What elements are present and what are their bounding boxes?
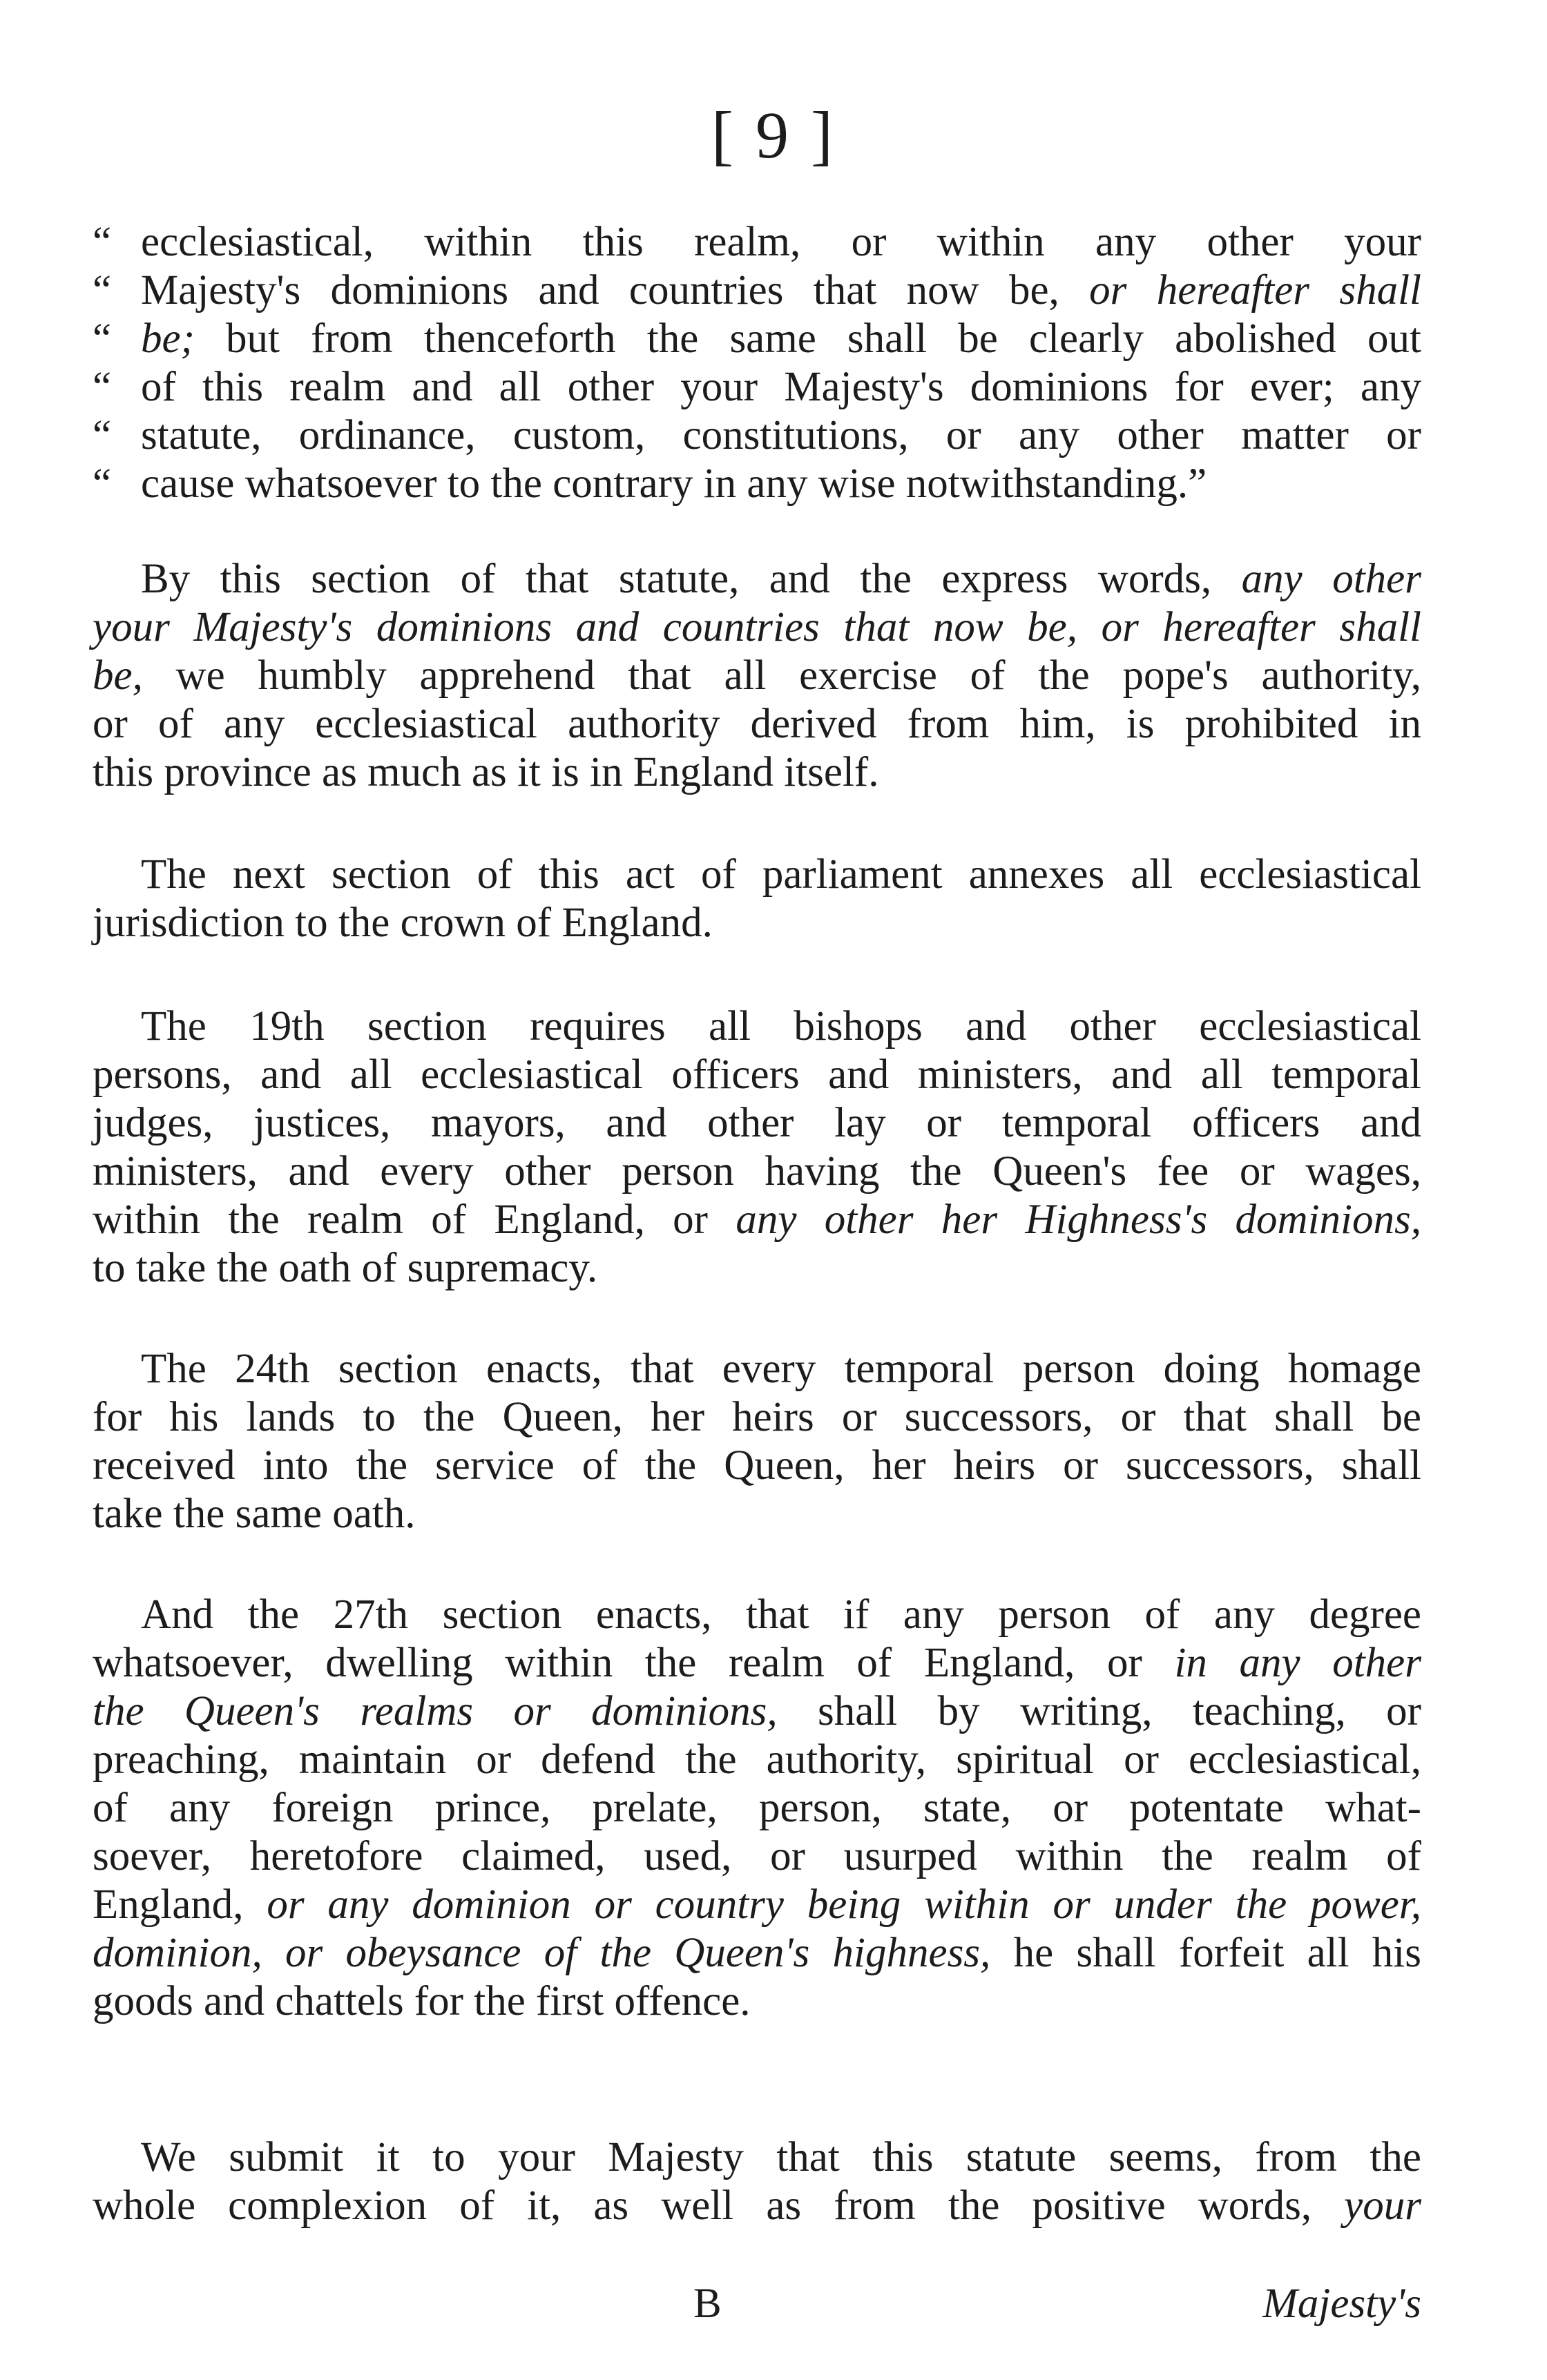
text-run: ecclesiastical, within this realm, or within any other your [141,219,1421,265]
text-run: Majesty's dominions and countries that now be, [141,267,1090,313]
text-line [93,899,1421,947]
text-run: ministers, and every other person having the Queen's fee or wages, [93,1148,1421,1194]
italic-text: in any other [1174,1640,1421,1686]
text-line [93,1832,1421,1881]
paragraph-section-scope [93,555,1421,797]
text-run: And the 27th section enacts, that if any person of any degree [141,1591,1421,1638]
text-line [93,700,1421,748]
text-line [93,1393,1421,1442]
signature-mark: B [693,2281,722,2327]
text-line [93,1687,1421,1736]
text-run: for his lands to the Queen, her heirs or successors, or that shall be [93,1394,1421,1440]
text-run: within the realm of England, or [93,1197,736,1243]
quote-line [93,218,1421,267]
paragraph-27th-section [93,1591,1421,2026]
text-line [93,2134,1421,2182]
text-line [93,851,1421,899]
text-run: to take the oath of supremacy. [93,1245,598,1291]
text-line [93,1639,1421,1687]
quotation-block [93,218,1421,508]
text-run: whatsoever, dwelling within the realm of England, or [93,1640,1175,1686]
italic-text: be, [93,652,143,699]
text-run: or of any ecclesiastical authority derived from him, is prohibited in [93,701,1421,747]
quote-text [141,267,1421,315]
quote-mark: “ [93,316,112,362]
quote-line [93,460,1421,508]
text-line [93,603,1421,652]
text-run: The 19th section requires all bishops and other ecclesiastical [141,1003,1421,1049]
text-run: The next section of this act of parliament annexes all ecclesiastical [141,851,1421,898]
text-run: cause whatsoever to the contrary in any wise notwithstanding.” [141,461,1207,507]
text-run: By this section of that statute, and the express words, [141,556,1242,602]
text-line [93,1051,1421,1099]
text-run: persons, and all ecclesiastical officers and ministers, and all temporal [93,1052,1421,1098]
text-line [93,1591,1421,1639]
text-line [93,555,1421,603]
quote-text [141,363,1421,412]
text-line [93,1736,1421,1784]
text-line [93,1196,1421,1244]
quote-text [141,315,1421,363]
text-run: goods and chattels for the first offence. [93,1978,751,2024]
quote-mark: “ [93,219,112,265]
italic-text: any other her Highness's dominions, [736,1197,1421,1243]
page-footer [93,2280,1421,2328]
text-run: We submit it to your Majesty that this statute seems, from the [141,2134,1421,2180]
text-run: received into the service of the Queen, her heirs or successors, shall [93,1442,1421,1489]
text-line [93,2182,1421,2230]
italic-text: or any dominion or country being within or under the power, [267,1881,1421,1928]
paragraph-submission [93,2134,1421,2230]
text-run: this province as much as it is in England itself. [93,749,879,795]
text-line [93,1929,1421,1977]
paragraph-jurisdiction [93,851,1421,947]
text-line [93,1490,1421,1538]
text-line [93,1148,1421,1196]
text-run: but from thenceforth the same shall be clearly abolished out [194,316,1421,362]
text-run: soever, heretofore claimed, used, or usurped within the realm of [93,1833,1421,1879]
italic-text: dominion, or obeysance of the Queen's highness, [93,1930,991,1976]
text-line [93,1977,1421,2026]
text-line [93,1099,1421,1148]
italic-text: be; [141,316,195,362]
italic-text: any other [1241,556,1421,602]
italic-text: or hereafter shall [1089,267,1421,313]
paragraph-24th-section [93,1345,1421,1538]
quote-line [93,412,1421,460]
text-line [93,1442,1421,1490]
italic-text: the Queen's realms or dominions, [93,1688,778,1734]
quote-mark: “ [93,412,112,458]
quote-text [141,218,1421,267]
text-run: statute, ordinance, custom, constitutions, or any other matter or [141,412,1421,458]
text-run: he shall forfeit all his [990,1930,1421,1976]
text-line [93,1244,1421,1293]
text-run: take the same oath. [93,1491,416,1537]
quote-mark: “ [93,461,112,507]
text-run: whole complexion of it, as well as from the positive words, [93,2183,1345,2229]
quote-text [141,412,1421,460]
text-run: shall by writing, teaching, or [777,1688,1421,1734]
text-line [93,1881,1421,1929]
paragraph-19th-section [93,1003,1421,1293]
text-run: judges, justices, mayors, and other lay or temporal officers and [93,1100,1421,1146]
text-run: of this realm and all other your Majesty's dominions for ever; any [141,364,1421,410]
quote-line [93,267,1421,315]
text-run: England, [93,1881,267,1928]
catchword: Majesty's [1262,2281,1421,2327]
quote-line [93,315,1421,363]
text-line [93,1345,1421,1393]
quote-text [141,460,1421,508]
text-line [93,652,1421,700]
text-line [93,1003,1421,1051]
quote-mark: “ [93,364,112,410]
italic-text: your Majesty's dominions and countries that now be, or hereafter shall [93,604,1421,650]
text-line [93,748,1421,797]
page-number: [ 9 ] [711,98,836,172]
text-run: we humbly apprehend that all exercise of the pope's authority, [142,652,1421,699]
text-run: jurisdiction to the crown of England. [93,900,713,946]
quote-mark: “ [93,267,112,313]
quote-line [93,363,1421,412]
text-run: of any foreign prince, prelate, person, state, or potentate what- [93,1785,1421,1831]
text-line [93,1784,1421,1832]
text-run: preaching, maintain or defend the authority, spiritual or ecclesiastical, [93,1736,1421,1783]
text-run: The 24th section enacts, that every temporal person doing homage [141,1346,1421,1392]
italic-text: your [1344,2183,1421,2229]
